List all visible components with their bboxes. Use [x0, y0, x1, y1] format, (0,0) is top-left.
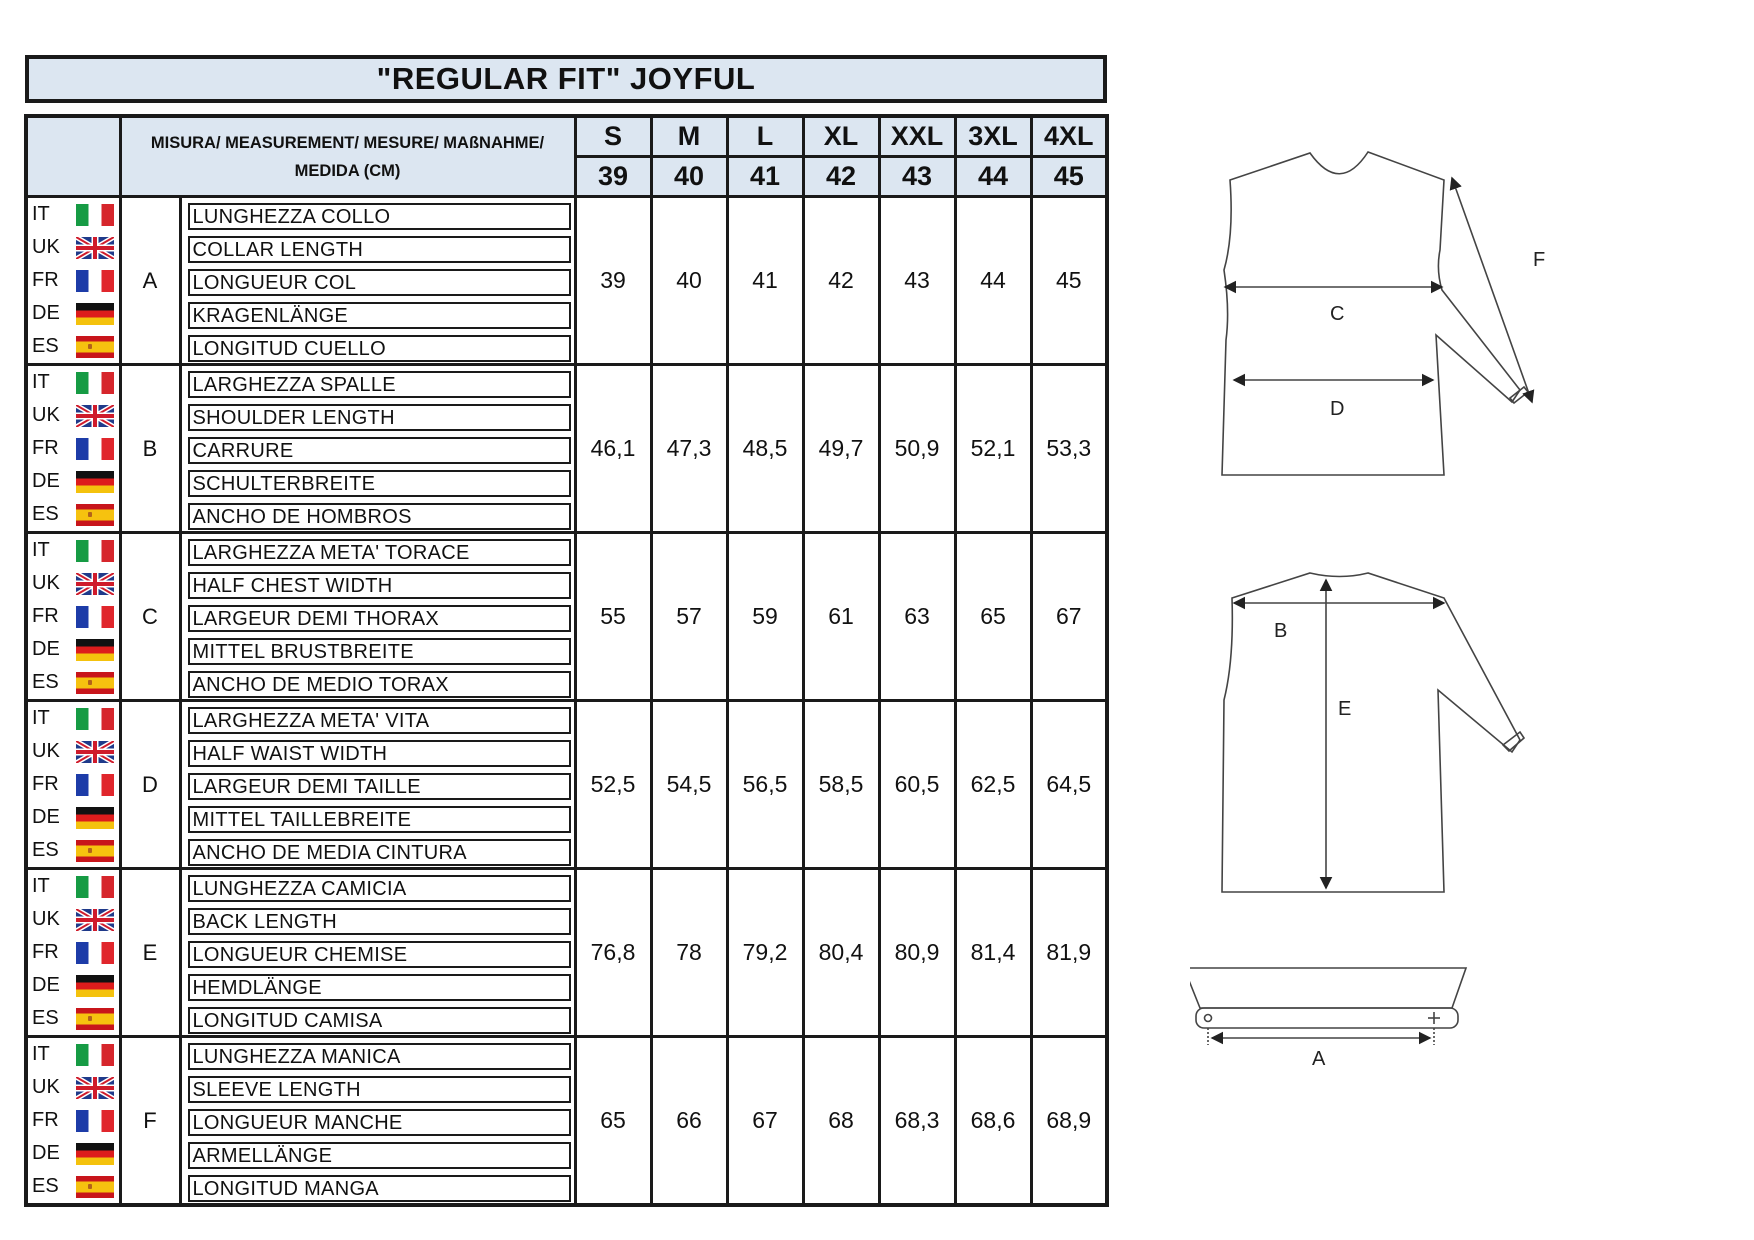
measurement-value: 42 — [803, 197, 879, 365]
measurement-label: HEMDLÄNGE — [188, 974, 571, 1001]
language-code: IT — [32, 539, 50, 561]
france-flag-icon — [76, 1110, 114, 1132]
measurement-label-cell — [180, 330, 575, 365]
measurement-value: 49,7 — [803, 365, 879, 533]
language-code: UK — [32, 908, 60, 930]
measurement-value: 80,9 — [879, 869, 955, 1037]
measurement-label-cell — [180, 1002, 575, 1037]
measurement-value: 68 — [803, 1037, 879, 1206]
language-cell — [26, 1170, 120, 1205]
diagram-label-c: C — [1330, 303, 1345, 325]
measurement-value: 59 — [727, 533, 803, 701]
uk-flag-icon — [76, 909, 114, 931]
language-cell — [26, 264, 120, 297]
measurement-value: 57 — [651, 533, 727, 701]
title-text: "REGULAR FIT" JOYFUL — [376, 61, 756, 96]
measurement-value: 68,3 — [879, 1037, 955, 1206]
size-header: 4XL — [1031, 116, 1107, 157]
measurement-letter: F — [120, 1037, 180, 1206]
measurement-value: 65 — [575, 1037, 651, 1206]
size-header: L — [727, 116, 803, 157]
measurement-label: ARMELLÄNGE — [188, 1142, 571, 1169]
measurement-label: HALF WAIST WIDTH — [188, 740, 571, 767]
measurement-label-cell — [180, 1137, 575, 1170]
language-cell — [26, 399, 120, 432]
language-cell — [26, 533, 120, 568]
france-flag-icon — [76, 774, 114, 796]
spain-flag-icon — [76, 840, 114, 862]
language-code: UK — [32, 572, 60, 594]
language-code: IT — [32, 371, 50, 393]
language-cell — [26, 969, 120, 1002]
measurement-label-cell — [180, 701, 575, 736]
measurement-label: MITTEL BRUSTBREITE — [188, 638, 571, 665]
measurement-header-text: MISURA/ MEASUREMENT/ MESURE/ MAßNAHME/ MEDIDA (CM) — [150, 133, 545, 180]
diagram-label-e: E — [1338, 698, 1352, 720]
measurement-label: HALF CHEST WIDTH — [188, 572, 571, 599]
measurement-letter: A — [120, 197, 180, 365]
language-code: IT — [32, 875, 50, 897]
uk-flag-icon — [76, 573, 114, 595]
measurement-label: SCHULTERBREITE — [188, 470, 571, 497]
measurement-label: LARGHEZZA META' VITA — [188, 707, 571, 734]
measurement-letter: C — [120, 533, 180, 701]
language-cell — [26, 297, 120, 330]
language-cell — [26, 869, 120, 904]
germany-flag-icon — [76, 639, 114, 661]
measurement-value: 67 — [1031, 533, 1107, 701]
language-cell — [26, 567, 120, 600]
measurement-value: 45 — [1031, 197, 1107, 365]
size-header: M — [651, 116, 727, 157]
table-row — [26, 701, 1107, 736]
language-cell — [26, 432, 120, 465]
language-cell — [26, 1104, 120, 1137]
language-code: DE — [32, 638, 60, 660]
measurement-label: LUNGHEZZA MANICA — [188, 1043, 571, 1070]
measurement-label: BACK LENGTH — [188, 908, 571, 935]
germany-flag-icon — [76, 303, 114, 325]
size-header: XXL — [879, 116, 955, 157]
language-cell — [26, 600, 120, 633]
measurement-value: 48,5 — [727, 365, 803, 533]
measurement-label: LONGUEUR CHEMISE — [188, 941, 571, 968]
measurement-label: LARGHEZZA SPALLE — [188, 371, 571, 398]
measurement-header — [120, 116, 575, 197]
measurement-label: LUNGHEZZA CAMICIA — [188, 875, 571, 902]
language-cell — [26, 365, 120, 400]
language-cell — [26, 768, 120, 801]
measurement-label: ANCHO DE MEDIA CINTURA — [188, 839, 571, 866]
measurement-label-cell — [180, 834, 575, 869]
measurement-value: 54,5 — [651, 701, 727, 869]
spain-flag-icon — [76, 672, 114, 694]
france-flag-icon — [76, 438, 114, 460]
measurement-label: LONGUEUR MANCHE — [188, 1109, 571, 1136]
measurement-value: 52,5 — [575, 701, 651, 869]
language-cell — [26, 903, 120, 936]
measurement-label: MITTEL TAILLEBREITE — [188, 806, 571, 833]
language-cell — [26, 1071, 120, 1104]
language-cell — [26, 801, 120, 834]
language-code: UK — [32, 404, 60, 426]
measurement-value: 56,5 — [727, 701, 803, 869]
measurement-label-cell — [180, 264, 575, 297]
size-number-header: 43 — [879, 157, 955, 197]
measurement-label-cell — [180, 297, 575, 330]
measurement-label-cell — [180, 1170, 575, 1205]
measurement-label: LONGITUD CAMISA — [188, 1007, 571, 1034]
measurement-label: ANCHO DE MEDIO TORAX — [188, 671, 571, 698]
language-code: FR — [32, 773, 59, 795]
germany-flag-icon — [76, 975, 114, 997]
measurement-value: 47,3 — [651, 365, 727, 533]
measurement-label-cell — [180, 633, 575, 666]
measurement-label-cell — [180, 465, 575, 498]
front-shirt-drawing — [1222, 152, 1532, 475]
measurement-value: 43 — [879, 197, 955, 365]
language-cell — [26, 1037, 120, 1072]
diagram-label-d: D — [1330, 398, 1345, 420]
language-code: DE — [32, 1142, 60, 1164]
size-table — [24, 114, 1109, 1207]
language-code: DE — [32, 974, 60, 996]
france-flag-icon — [76, 606, 114, 628]
measurement-label-cell — [180, 903, 575, 936]
language-cell — [26, 1137, 120, 1170]
language-cell — [26, 197, 120, 232]
table-row — [26, 869, 1107, 904]
table-row — [26, 365, 1107, 400]
back-shirt-drawing — [1222, 573, 1524, 892]
language-code: DE — [32, 806, 60, 828]
measurement-value: 76,8 — [575, 869, 651, 1037]
germany-flag-icon — [76, 471, 114, 493]
spain-flag-icon — [76, 1176, 114, 1198]
measurement-label: ANCHO DE HOMBROS — [188, 503, 571, 530]
language-code: UK — [32, 236, 60, 258]
table-row — [26, 1037, 1107, 1072]
measurement-value: 50,9 — [879, 365, 955, 533]
measurement-value: 63 — [879, 533, 955, 701]
italy-flag-icon — [76, 372, 114, 394]
measurement-value: 40 — [651, 197, 727, 365]
size-number-header: 45 — [1031, 157, 1107, 197]
language-code: ES — [32, 335, 59, 357]
language-code: ES — [32, 1007, 59, 1029]
measurement-value: 58,5 — [803, 701, 879, 869]
france-flag-icon — [76, 942, 114, 964]
italy-flag-icon — [76, 708, 114, 730]
size-number-header: 39 — [575, 157, 651, 197]
size-header: S — [575, 116, 651, 157]
measurement-value: 65 — [955, 533, 1031, 701]
measurement-label: LARGEUR DEMI THORAX — [188, 605, 571, 632]
measurement-value: 66 — [651, 1037, 727, 1206]
language-code: DE — [32, 302, 60, 324]
france-flag-icon — [76, 270, 114, 292]
spain-flag-icon — [76, 336, 114, 358]
measurement-label-cell — [180, 1037, 575, 1072]
language-code: FR — [32, 941, 59, 963]
measurement-value: 68,9 — [1031, 1037, 1107, 1206]
size-header: XL — [803, 116, 879, 157]
language-cell — [26, 936, 120, 969]
measurement-value: 79,2 — [727, 869, 803, 1037]
measurement-label-cell — [180, 666, 575, 701]
language-code: DE — [32, 470, 60, 492]
measurement-value: 81,9 — [1031, 869, 1107, 1037]
measurement-value: 52,1 — [955, 365, 1031, 533]
measurement-label: CARRURE — [188, 437, 571, 464]
language-code: ES — [32, 1175, 59, 1197]
diagram-label-f: F — [1533, 249, 1546, 271]
measurement-label-cell — [180, 735, 575, 768]
shirt-diagrams — [1190, 140, 1640, 1090]
size-number-header: 41 — [727, 157, 803, 197]
language-cell — [26, 330, 120, 365]
size-header: 3XL — [955, 116, 1031, 157]
italy-flag-icon — [76, 540, 114, 562]
spain-flag-icon — [76, 1008, 114, 1030]
measurement-letter: D — [120, 701, 180, 869]
size-number-header: 40 — [651, 157, 727, 197]
measurement-value: 60,5 — [879, 701, 955, 869]
language-code: FR — [32, 605, 59, 627]
measurement-label: LUNGHEZZA COLLO — [188, 203, 571, 230]
language-cell — [26, 701, 120, 736]
measurement-letter: B — [120, 365, 180, 533]
language-code: UK — [32, 1076, 60, 1098]
measurement-label-cell — [180, 936, 575, 969]
measurement-label: LONGITUD MANGA — [188, 1175, 571, 1202]
language-code: UK — [32, 740, 60, 762]
measurement-value: 80,4 — [803, 869, 879, 1037]
measurement-label-cell — [180, 197, 575, 232]
measurement-value: 46,1 — [575, 365, 651, 533]
measurement-value: 68,6 — [955, 1037, 1031, 1206]
measurement-label-cell — [180, 533, 575, 568]
uk-flag-icon — [76, 1077, 114, 1099]
germany-flag-icon — [76, 807, 114, 829]
measurement-value: 64,5 — [1031, 701, 1107, 869]
language-cell — [26, 666, 120, 701]
measurement-value: 44 — [955, 197, 1031, 365]
header-row-sizes — [26, 116, 1107, 157]
italy-flag-icon — [76, 876, 114, 898]
chart-title — [25, 55, 1107, 103]
measurement-label-cell — [180, 1104, 575, 1137]
measurement-value: 62,5 — [955, 701, 1031, 869]
germany-flag-icon — [76, 1143, 114, 1165]
language-cell — [26, 633, 120, 666]
measurement-label-cell — [180, 399, 575, 432]
measurement-label: SLEEVE LENGTH — [188, 1076, 571, 1103]
table-body — [26, 197, 1107, 1206]
measurement-label-cell — [180, 801, 575, 834]
measurement-label-cell — [180, 969, 575, 1002]
measurement-label-cell — [180, 600, 575, 633]
header-blank-cell — [26, 116, 120, 197]
language-code: IT — [32, 203, 50, 225]
language-code: ES — [32, 671, 59, 693]
language-cell — [26, 498, 120, 533]
measurement-label-cell — [180, 567, 575, 600]
measurement-value: 78 — [651, 869, 727, 1037]
measurement-value: 61 — [803, 533, 879, 701]
measurement-label: LONGITUD CUELLO — [188, 335, 571, 362]
language-cell — [26, 231, 120, 264]
language-cell — [26, 834, 120, 869]
language-cell — [26, 1002, 120, 1037]
language-cell — [26, 735, 120, 768]
measurement-letter: E — [120, 869, 180, 1037]
language-code: FR — [32, 269, 59, 291]
measurement-value: 39 — [575, 197, 651, 365]
measurement-label-cell — [180, 498, 575, 533]
spain-flag-icon — [76, 504, 114, 526]
uk-flag-icon — [76, 237, 114, 259]
language-code: ES — [32, 839, 59, 861]
language-code: IT — [32, 1043, 50, 1065]
uk-flag-icon — [76, 405, 114, 427]
measurement-label: KRAGENLÄNGE — [188, 302, 571, 329]
measurement-label-cell — [180, 365, 575, 400]
measurement-label: SHOULDER LENGTH — [188, 404, 571, 431]
measurement-label: LONGUEUR COL — [188, 269, 571, 296]
language-code: ES — [32, 503, 59, 525]
language-cell — [26, 465, 120, 498]
measurement-label-cell — [180, 432, 575, 465]
measurement-label: LARGHEZZA META' TORACE — [188, 539, 571, 566]
measurement-label-cell — [180, 231, 575, 264]
italy-flag-icon — [76, 204, 114, 226]
diagram-label-b: B — [1274, 620, 1288, 642]
uk-flag-icon — [76, 741, 114, 763]
language-code: FR — [32, 1109, 59, 1131]
diagram-label-a: A — [1312, 1048, 1326, 1070]
measurement-label-cell — [180, 1071, 575, 1104]
size-number-header: 42 — [803, 157, 879, 197]
measurement-value: 81,4 — [955, 869, 1031, 1037]
italy-flag-icon — [76, 1044, 114, 1066]
measurement-value: 67 — [727, 1037, 803, 1206]
measurement-label: LARGEUR DEMI TAILLE — [188, 773, 571, 800]
measurement-value: 55 — [575, 533, 651, 701]
language-code: IT — [32, 707, 50, 729]
measurement-value: 41 — [727, 197, 803, 365]
measurement-value: 53,3 — [1031, 365, 1107, 533]
collar-drawing — [1190, 968, 1466, 1045]
measurement-label: COLLAR LENGTH — [188, 236, 571, 263]
measurement-label-cell — [180, 869, 575, 904]
size-number-header: 44 — [955, 157, 1031, 197]
language-code: FR — [32, 437, 59, 459]
measurement-label-cell — [180, 768, 575, 801]
table-row — [26, 533, 1107, 568]
table-row — [26, 197, 1107, 232]
